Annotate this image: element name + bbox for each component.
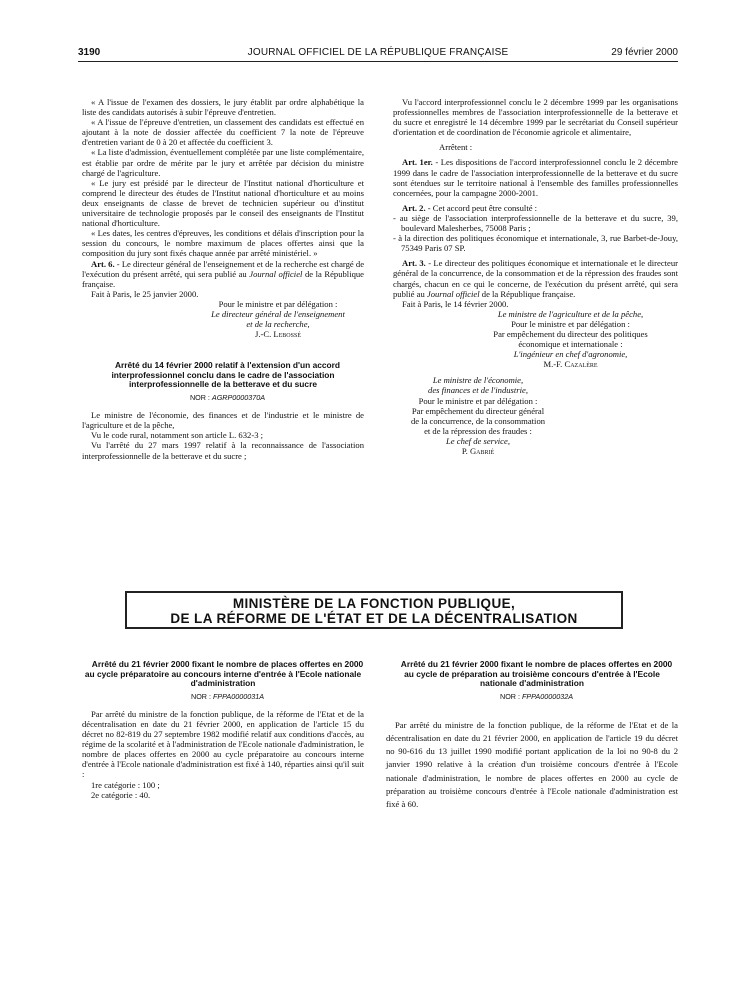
decree-title: Arrêté du 21 février 2000 fixant le nombre de places offertes en 2000 au cycle de préparation au troisième concours d'entrée à l'Ecole nationale d'administration — [400, 659, 673, 689]
nor-reference: NOR : FPPA0000031A — [191, 691, 264, 701]
paragraph: Vu l'arrêté du 27 mars 1997 relatif à la reconnaissance de l'association interprofessionnelle de la betterave et du sucre ; — [82, 440, 364, 461]
article-3: Art. 3. - Le directeur des politiques économique et internationale et le directeur général de la concurrence, de la consommation et de la répression des fraudes sont chargés, chacun en ce qui le concerne, de l'exécution du présent arrêté, qui sera publié au Journal officiel de la République française. — [393, 258, 678, 299]
place-date: Fait à Paris, le 25 janvier 2000. — [91, 288, 199, 299]
consultation-list — [393, 213, 678, 253]
column-right-top — [393, 97, 678, 456]
signature-line: Pour le ministre et par délégation : — [218, 298, 338, 309]
nor-reference: NOR : AGRP0000370A — [189, 393, 266, 403]
signature-line: et de la recherche, — [246, 319, 310, 330]
paragraph: « A l'issue de l'examen des dossiers, le jury établit par ordre alphabétique la liste des candidats autorisés à subir l'épreuve d'entretien. — [82, 97, 364, 118]
signature-name: J.-C. Lebossé — [255, 329, 301, 340]
category-line: 2e catégorie : 40. — [91, 789, 151, 800]
paragraph: Vu l'accord interprofessionnel conclu le 2 décembre 1999 par les organisations professionnelles membres de l'association interprofessionnelle de la betterave et du sucre et enregistré le 14 décembre 1999 par le secrétariat du Conseil supérieur d'orientation et de coordination de l'économie agricole et alimentaire, — [393, 97, 678, 138]
article-2: Art. 2. - Cet accord peut être consulté : — [402, 202, 538, 213]
page-number: 3190 — [78, 47, 101, 58]
arretent: Arrêtent : — [439, 142, 473, 153]
article-label: Art. 6. — [91, 258, 115, 269]
decree-title: Arrêté du 14 février 2000 relatif à l'extension d'un accord interprofessionnel conclu dans le cadre de l'association interprofessionnelle de la betterave et du sucre — [111, 360, 341, 390]
paragraph: « Le jury est présidé par le directeur de l'Institut national d'horticulture et comprend le directeur des études de l'Institut national d'horticulture et au moins deux enseignants de classe de brevet de technicien supérieur ou d'institut universitaire de technologie proposés par le conseil des enseignants de l'Institut national d'horticulture. — [82, 177, 364, 229]
ministry-line: DE LA RÉFORME DE L'ÉTAT ET DE LA DÉCENTRALISATION — [170, 611, 578, 626]
signature-block-economie: Le ministre de l'économie, des finances et de l'industrie, Pour le ministre et par délégation : Par empêchement du directeur général de la concurrence, de la consommation et de la répression des fraudes : Le chef de service, P. Gabrié — [410, 375, 546, 456]
paragraph: « Les dates, les centres d'épreuves, les conditions et délais d'inscription pour la session du concours, le nombre maximum de places offertes ainsi que la composition du jury sont fixés chaque année par arrêté ministériel. » — [82, 228, 364, 259]
list-item: - à la direction des politiques économique et internationale, 3, rue Barbet-de-Jouy, 75349 Paris 07 SP. — [393, 233, 678, 254]
column-left-bottom — [82, 660, 364, 800]
signature-line: Le directeur général de l'enseignement — [211, 308, 345, 319]
page-header — [78, 47, 678, 62]
place-date: Fait à Paris, le 14 février 2000. — [402, 298, 509, 309]
paragraph: « A l'issue de l'épreuve d'entretien, un classement des candidats est effectué en ajoutant à la note de dossier affectée du coefficient 7 la note de l'épreuve d'entretien variant de 0 à 20 et affectée du coefficient 3. — [82, 117, 364, 148]
decree-title: Arrêté du 21 février 2000 fixant le nombre de places offertes en 2000 au cycle préparatoire au concours interne d'entrée à l'Ecole nationale d'administration — [84, 659, 364, 689]
signature-block-agriculture: Le ministre de l'agriculture et de la pêche, Pour le ministre et par délégation : Par empêchement du directeur des politiques économique et internationale : L'ingénieur en chef d'agronomie, M.-F. Cazalère — [493, 308, 648, 370]
ministry-line: MINISTÈRE DE LA FONCTION PUBLIQUE, — [232, 596, 516, 611]
nor-reference: NOR : FPPA0000032A — [500, 691, 573, 701]
column-left-top — [82, 97, 364, 461]
paragraph: Vu le code rural, notamment son article L. 632-3 ; — [91, 430, 264, 441]
list-item: - au siège de l'association interprofessionnelle de la betterave et du sucre, 39, boulevard Malesherbes, 75008 Paris ; — [393, 212, 678, 234]
journal-title: JOURNAL OFFICIEL DE LA RÉPUBLIQUE FRANÇAISE — [247, 47, 509, 58]
paragraph: Par arrêté du ministre de la fonction publique, de la réforme de l'Etat et de la décentralisation en date du 21 février 2000, en application de l'article 19 du décret no 90-616 du 13 juillet 1990 modifié portant application de la loi no 90-8 du 2 janvier 1990 relative à la création d'un troisième concours d'entrée à l'Ecole nationale d'administration, le nombre de places offertes en 2000 au cycle de préparation au troisième concours d'entrée à l'Ecole nationale d'administration est fixé à 60. — [386, 719, 678, 810]
article-1: Art. 1er. - Les dispositions de l'accord interprofessionnel conclu le 2 décembre 1999 dans le cadre de l'association interprofessionnelle de la betterave et du sucre sont étendues sur le territoire national à l'ensemble des familles professionnelles concernées, pour la campagne 2000-2001. — [393, 157, 678, 198]
paragraph: Par arrêté du ministre de la fonction publique, de la réforme de l'Etat et de la décentralisation en date du 21 février 2000, en application de l'article 15 du décret no 82-819 du 27 septembre 1982 modifié relatif aux conditions d'accès, au régime de la scolarité et à l'administration de l'Ecole nationale d'administration, le nombre de places offertes en 2000 au cycle préparatoire au concours interne d'entrée à l'Ecole nationale d'administration est fixé à 140, réparties ainsi qu'il suit : — [82, 708, 364, 780]
paragraph: « La liste d'admission, éventuellement complétée par une liste complémentaire, est établie par ordre de mérite par le jury et arrêtée par décision du ministre chargé de l'agriculture. — [82, 147, 364, 178]
paragraph: Le ministre de l'économie, des finances et de l'industrie et le ministre de l'agriculture et de la pêche, — [82, 410, 364, 431]
ministry-heading — [125, 591, 623, 629]
column-right-bottom — [386, 660, 678, 811]
article-6: Art. 6. - Le directeur général de l'enseignement et de la recherche est chargé de l'exécution du présent arrêté, qui sera publié au Journal officiel de la République française. — [82, 258, 365, 289]
category-line: 1re catégorie : 100 ; — [91, 779, 160, 790]
issue-date: 29 février 2000 — [611, 47, 678, 58]
